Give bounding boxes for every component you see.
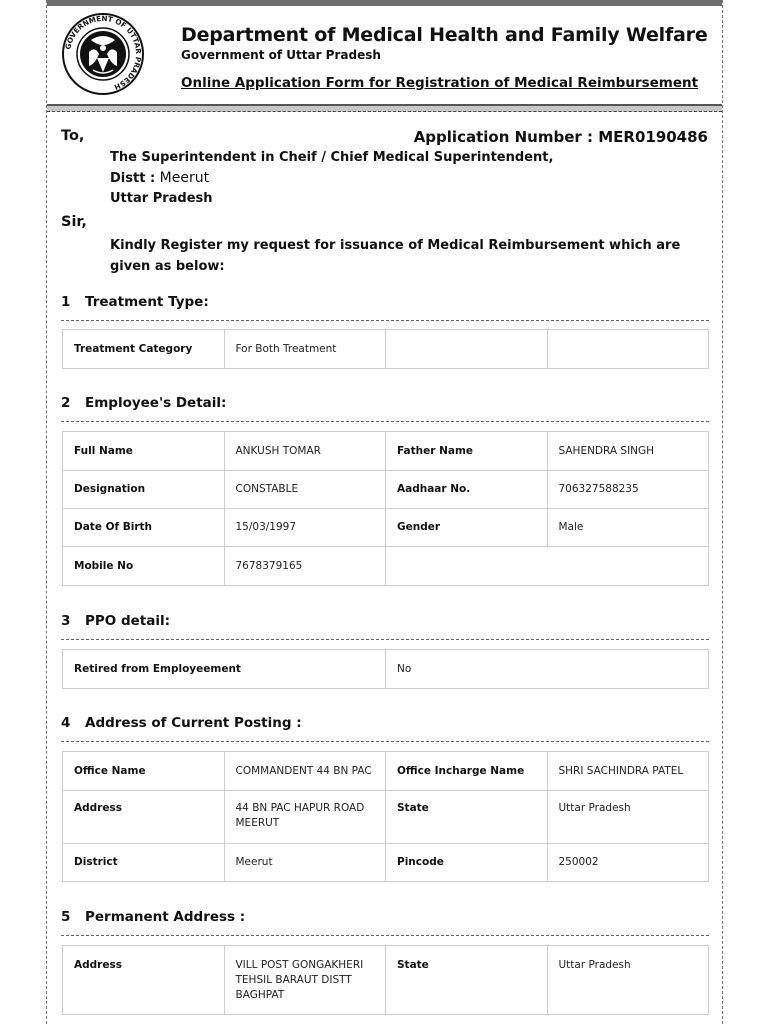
government-subtitle: Government of Uttar Pradesh [181, 48, 381, 62]
pincode-value: 250002 [547, 844, 709, 882]
designation-value: CONSTABLE [224, 471, 386, 509]
full-name-value: ANKUSH TOMAR [224, 432, 386, 471]
mobile-label: Mobile No [63, 547, 225, 586]
permanent-address-label: Address [63, 946, 225, 1015]
section-heading-employee [61, 395, 226, 411]
section-number: 2 [61, 395, 71, 411]
district-line [110, 170, 209, 186]
section-divider [61, 320, 709, 321]
dob-value: 15/03/1997 [224, 509, 386, 547]
department-title: Department of Medical Health and Family Welfare [181, 24, 708, 46]
section-heading-posting [61, 715, 302, 731]
district-label: Distt : [110, 171, 156, 186]
document-header [47, 6, 722, 104]
permanent-address-value [224, 946, 386, 1015]
section-title: Employee's Detail: [85, 395, 227, 411]
table-row [63, 509, 709, 547]
treatment-table [62, 329, 709, 369]
table-row [63, 471, 709, 509]
addressee-state: Uttar Pradesh [110, 191, 213, 206]
address-line: TEHSIL BARAUT DISTT [235, 974, 352, 986]
designation-label: Designation [63, 471, 225, 509]
salutation: Sir, [61, 214, 87, 230]
full-name-label: Full Name [63, 432, 225, 471]
father-name-value: SAHENDRA SINGH [547, 432, 709, 471]
posting-state-label: State [386, 791, 548, 844]
section-divider [61, 741, 709, 742]
ppo-table [62, 649, 709, 689]
document-page [46, 0, 723, 1024]
treatment-category-label: Treatment Category [63, 330, 225, 369]
empty-cell [386, 547, 709, 586]
section-number: 4 [61, 715, 71, 731]
section-divider [61, 421, 709, 422]
section-number: 1 [61, 294, 71, 310]
section-title: Address of Current Posting : [85, 715, 302, 731]
posting-state-value: Uttar Pradesh [547, 791, 709, 844]
posting-address-value [224, 791, 386, 844]
empty-cell [386, 330, 548, 369]
office-name-label: Office Name [63, 752, 225, 791]
district-value: Meerut [224, 844, 386, 882]
address-line: MEERUT [235, 817, 280, 829]
request-text: Kindly Register my request for issuance of Medical Reimbursement which are given as below: [110, 238, 681, 274]
form-title: Online Application Form for Registration of Medical Reimbursement [181, 75, 699, 91]
section-heading-treatment [61, 294, 209, 310]
mobile-value: 7678379165 [224, 547, 386, 586]
section-title: Treatment Type: [85, 294, 209, 310]
office-incharge-value: SHRI SACHINDRA PATEL [547, 752, 709, 791]
retired-label: Retired from Employeement [63, 650, 386, 689]
table-row [63, 547, 709, 586]
posting-table [62, 751, 709, 882]
permanent-state-label: State [386, 946, 548, 1015]
father-name-label: Father Name [386, 432, 548, 471]
dob-label: Date Of Birth [63, 509, 225, 547]
permanent-state-value: Uttar Pradesh [547, 946, 709, 1015]
address-line: BAGHPAT [235, 989, 285, 1001]
posting-address-label: Address [63, 791, 225, 844]
table-row [63, 946, 709, 1015]
treatment-category-value: For Both Treatment [224, 330, 386, 369]
letter-to: To, [61, 128, 85, 144]
pincode-label: Pincode [386, 844, 548, 882]
table-row [63, 432, 709, 471]
empty-cell [547, 330, 709, 369]
table-row [63, 330, 709, 369]
gender-value: Male [547, 509, 709, 547]
svg-text:GOVERNMENT OF UTTAR PRADESH: GOVERNMENT OF UTTAR PRADESH [63, 13, 144, 92]
section-divider [61, 639, 709, 640]
office-name-value: COMMANDENT 44 BN PAC [224, 752, 386, 791]
table-row [63, 791, 709, 844]
section-title: PPO detail: [85, 613, 171, 629]
state-emblem-seal [61, 12, 145, 96]
addressee: The Superintendent in Cheif / Chief Medical Superintendent, [110, 150, 554, 165]
aadhaar-value: 706327588235 [547, 471, 709, 509]
table-row [63, 650, 709, 689]
permanent-address-table [62, 945, 709, 1015]
table-row [63, 844, 709, 882]
address-line: 44 BN PAC HAPUR ROAD [235, 802, 365, 814]
employee-table [62, 431, 709, 586]
address-line: VILL POST GONGAKHERI [235, 959, 364, 971]
section-title: Permanent Address : [85, 909, 246, 925]
section-heading-permanent [61, 909, 245, 925]
gender-label: Gender [386, 509, 548, 547]
office-incharge-label: Office Incharge Name [386, 752, 548, 791]
header-divider-band [47, 104, 722, 112]
aadhaar-label: Aadhaar No. [386, 471, 548, 509]
application-number: Application Number : MER0190486 [413, 128, 708, 146]
retired-value: No [386, 650, 709, 689]
table-row [63, 752, 709, 791]
section-number: 5 [61, 909, 71, 925]
section-number: 3 [61, 613, 71, 629]
district-value: Meerut [159, 170, 210, 186]
section-heading-ppo [61, 613, 170, 629]
section-divider [61, 935, 709, 936]
district-label: District [63, 844, 225, 882]
